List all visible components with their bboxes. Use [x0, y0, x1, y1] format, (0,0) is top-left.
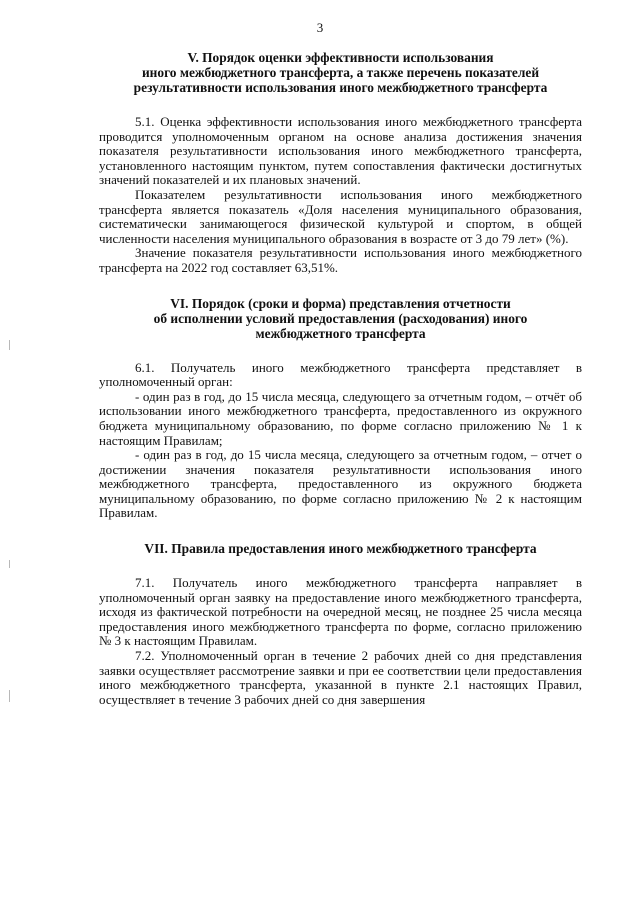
list-item-report-usage: - один раз в год, до 15 числа месяца, следующего за отчетным годом, – отчёт об использовании иного межбюджетного трансферта, предоставленного из окружного бюджета муниципальному образованию, по форме согласно приложению № 1 к настоящим Правилам; — [99, 388, 582, 448]
section-heading-vi — [99, 296, 582, 341]
paragraph-5-1: 5.1. Оценка эффективности использования иного межбюджетного трансферта проводится уполномоченным органом на основе анализа достижения значения показателя результативности использования иного межбюджетного трансферта, установленного настоящим пунктом, путем сопоставления фактически достигнутых значений показателей и их плановых значений. — [99, 114, 582, 188]
heading-line: иного межбюджетного трансферта, а также перечень показателей — [141, 65, 540, 80]
paragraph-7-1: 7.1. Получатель иного межбюджетного трансферта направляет в уполномоченный орган заявку на предоставление иного межбюджетного трансферта, исходя из фактической потребности на очередной месяц, не позднее 25 числа месяца предоставления иного межбюджетного трансферта по форме, согласно приложению № 3 к настоящим Правилам. — [99, 575, 582, 649]
heading-line: VI. Порядок (сроки и форма) представления отчетности — [170, 295, 511, 311]
scan-artifact — [9, 340, 10, 350]
section-heading-v — [99, 50, 582, 95]
heading-line: VII. Правила предоставления иного межбюджетного трансферта — [144, 541, 537, 557]
paragraph-indicator: Показателем результативности использования иного межбюджетного трансферта является показатель «Доля населения муниципального образования, систематически занимающегося физической культурой и спортом, в общей численности населения муниципального образования в возрасте от 3 до 79 лет» (%). — [99, 186, 582, 246]
section-heading-vii — [99, 541, 582, 556]
heading-line: об исполнении условий предоставления (расходования) иного — [153, 310, 528, 326]
paragraph-indicator-value: Значение показателя результативности использования иного межбюджетного трансферта на 2022 год составляет 63,51%. — [99, 245, 582, 275]
document-body — [99, 50, 582, 707]
heading-line: V. Порядок оценки эффективности использования — [187, 50, 494, 65]
heading-line: результативности использования иного межбюджетного трансферта — [133, 80, 548, 95]
paragraph-7-2: 7.2. Уполномоченный орган в течение 2 рабочих дней со дня представления заявки осуществляет рассмотрение заявки и при ее соответствии цели предоставления иного межбюджетного трансферта, указанной в пункте 2.1 настоящих Правил, осуществляет в течение 3 рабочих дней со дня завершения — [99, 648, 582, 707]
page-number: 3 — [316, 20, 324, 35]
scan-artifact — [9, 690, 10, 702]
scan-artifact — [9, 560, 10, 568]
paragraph-6-1: 6.1. Получатель иного межбюджетного трансферта представляет в уполномоченный орган: — [99, 359, 582, 390]
list-item-report-indicator: - один раз в год, до 15 числа месяца, следующего за отчетным годом, – отчет о достижении значения показателя результативности использования иного межбюджетного трансферта, предоставленного из окружного бюджета муниципальному образованию, по форме согласно приложению № 2 к настоящим Правилам. — [99, 447, 582, 521]
heading-line: межбюджетного трансферта — [255, 325, 426, 341]
